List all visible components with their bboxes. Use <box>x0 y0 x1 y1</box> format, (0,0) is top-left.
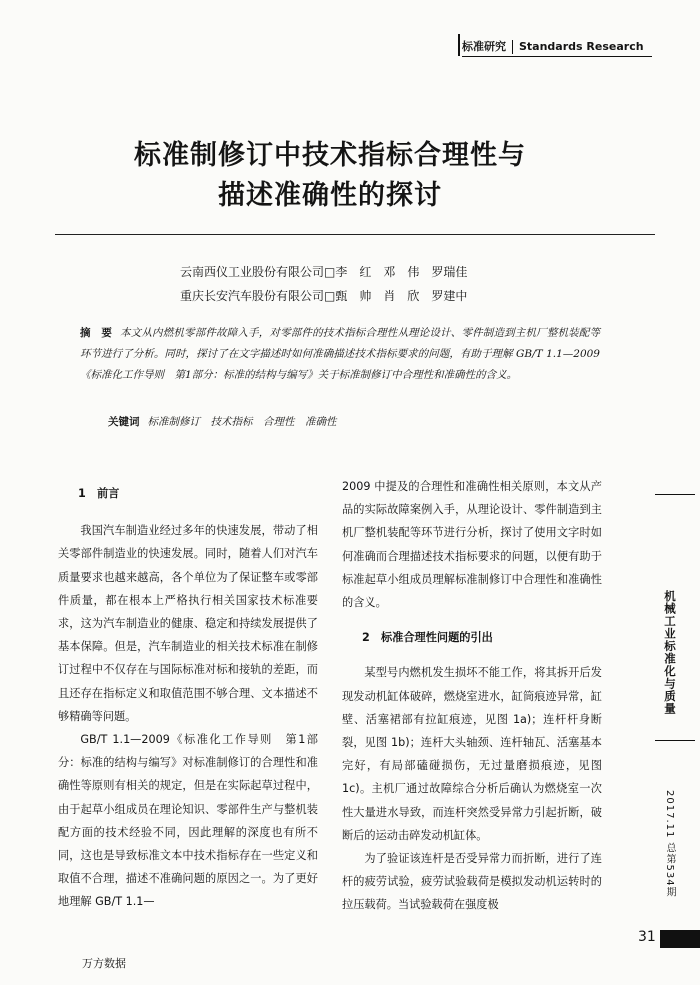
abstract-label: 摘 要 <box>80 327 113 339</box>
sidebar-rule-mid <box>655 740 695 741</box>
section-1-heading: 1 前言 <box>78 487 120 500</box>
keywords-label: 关键词 <box>108 416 140 428</box>
left-column <box>58 480 318 914</box>
paragraph-1: 我国汽车制造业经过多年的快速发展，带动了相关零部件制造业的快速发展。同时，随着人们对汽车质量要求也越来越高，各个单位为了保证整车或零部件质量，都在根本上严格执行相关国家技术标准要求，这为汽车制造业的健康、稳定和持续发展提供了基本保障。但是，汽车制造业的相关技术标准在制修订过程中不仅存在与国际标准对标和接轨的差距，而且还存在指标定义和取值范围不够合理、文本描述不够精确等问题。 <box>58 524 318 723</box>
section-2-heading: 2 标准合理性问题的引出 <box>362 631 493 645</box>
keywords-text: 标准制修订 技术指标 合理性 准确性 <box>147 416 337 428</box>
paragraph-4: 为了验证该连杆是否受异常力而折断，进行了连杆的疲劳试验，疲劳试验载荷是模拟发动机运转时的拉压载荷。当试验载荷在强度极 <box>342 852 602 912</box>
header-separator <box>512 40 513 54</box>
right-column <box>342 475 602 917</box>
paragraph-2: GB/T 1.1—2009《标准化工作导则 第1部分：标准的结构与编写》对标准制修订的合理性和准确性等原则有相关的规定，但是在实际起草过程中，由于起草小组成员在理论知识、零部件生产与整机装配方面的技术经验不同，因此理解的深度也有所不同，这也是导致标准文本中技术指标存在一些定义和取值不合理，描述不准确问题的原因之一。为了更好地理解 GB/T 1.1— <box>58 733 318 909</box>
page-number-bar <box>660 930 700 948</box>
title-line-1: 标准制修订中技术指标合理性与 <box>134 140 526 171</box>
header-tick <box>458 34 460 56</box>
title-line-2: 描述准确性的探讨 <box>218 180 442 211</box>
sidebar-journal: 机械工业标准化与质量 <box>663 590 677 715</box>
header-section-en: Standards Research <box>519 40 644 53</box>
paragraph-continued: 2009 中提及的合理性和准确性相关原则，本文从产品的实际故障案例入手，从理论设计、零件制造到主机厂整机装配等环节进行分析，探讨了使用文字时如何准确而合理描述技术指标要求的问题，以便有助于标准起草小组成员理解标准制修订中合理性和准确性的含义。 <box>342 480 602 610</box>
sidebar-issue: 2017.11 总第534期 <box>664 790 675 898</box>
page-number: 31 <box>638 929 656 945</box>
sidebar-rule-top <box>655 494 695 495</box>
abstract <box>80 323 600 386</box>
running-header <box>462 38 644 54</box>
title-rule <box>55 234 655 235</box>
paragraph-3: 某型号内燃机发生损坏不能工作，将其拆开后发现发动机缸体破碎，燃烧室进水，缸筒痕迹异常，缸壁、活塞裙部有拉缸痕迹，见图 1a)；连杆杆身断裂，见图 1b)；连杆大头轴颈、连杆轴瓦、活塞基本完好，有局部磕碰损伤，无过量磨损痕迹，见图 1c)。主机厂通过故障综合分析后确认为燃烧室一次性大量进水导致，而连杆突然受异常力引起折断，破断后的运动击碎发动机缸体。 <box>342 666 602 842</box>
header-section-cn: 标准研究 <box>462 40 506 53</box>
abstract-text: 本文从内燃机零部件故障入手，对零部件的技术指标合理性从理论设计、零件制造到主机厂整机装配等环节进行了分析。同时，探讨了在文字描述时如何准确描述技术指标要求的问题，有助于理解 GB/T 1.1—2009《标准化工作导则 第1部分：标准的结构与编写》关于标准制修订中合理性和准确性的含义。 <box>80 327 601 381</box>
keywords <box>108 414 337 429</box>
header-rule <box>462 56 652 57</box>
footer-source: 万方数据 <box>82 957 126 970</box>
authors-line-1: 云南西仪工业股份有限公司□李 红 邓 伟 罗瑞佳 <box>180 265 468 279</box>
authors-line-2: 重庆长安汽车股份有限公司□甄 帅 肖 欣 罗建中 <box>180 289 468 303</box>
